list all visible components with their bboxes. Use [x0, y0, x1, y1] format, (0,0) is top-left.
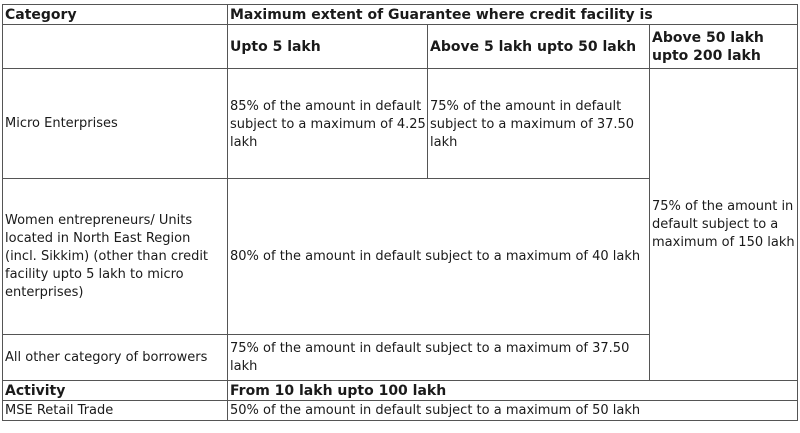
max-extent-header: Maximum extent of Guarantee where credit facility is: [228, 5, 798, 25]
other-borrowers-category: All other category of borrowers: [3, 335, 228, 381]
retail-trade-category: MSE Retail Trade: [3, 401, 228, 421]
micro-enterprises-row: [3, 69, 798, 179]
activity-header: Activity: [3, 381, 228, 401]
retail-trade-row: [3, 401, 798, 421]
activity-range-header: From 10 lakh upto 100 lakh: [228, 381, 798, 401]
subheader-row: [3, 25, 798, 69]
women-entrepreneurs-category: Women entrepreneurs/ Units located in North East Region (incl. Sikkim) (other than credit facility upto 5 lakh to micro enterprises): [3, 179, 228, 335]
activity-header-row: [3, 381, 798, 401]
50-to-200-lakh-header: Above 50 lakh upto 200 lakh: [650, 25, 798, 69]
upto-5-lakh-header: Upto 5 lakh: [228, 25, 428, 69]
5-to-50-lakh-header: Above 5 lakh upto 50 lakh: [428, 25, 650, 69]
women-entrepreneurs-value: 80% of the amount in default subject to a maximum of 40 lakh: [228, 179, 650, 335]
guarantee-table: [2, 4, 798, 421]
micro-5-to-50-value: 75% of the amount in default subject to a maximum of 37.50 lakh: [428, 69, 650, 179]
header-row: [3, 5, 798, 25]
category-header: Category: [3, 5, 228, 25]
micro-enterprises-category: Micro Enterprises: [3, 69, 228, 179]
merged-50-to-200-value: 75% of the amount in default subject to a maximum of 150 lakh: [650, 69, 798, 381]
other-borrowers-value: 75% of the amount in default subject to a maximum of 37.50 lakh: [228, 335, 650, 381]
retail-trade-value: 50% of the amount in default subject to a maximum of 50 lakh: [228, 401, 798, 421]
micro-upto-5-value: 85% of the amount in default subject to a maximum of 4.25 lakh: [228, 69, 428, 179]
blank-category-cell: [3, 25, 228, 69]
